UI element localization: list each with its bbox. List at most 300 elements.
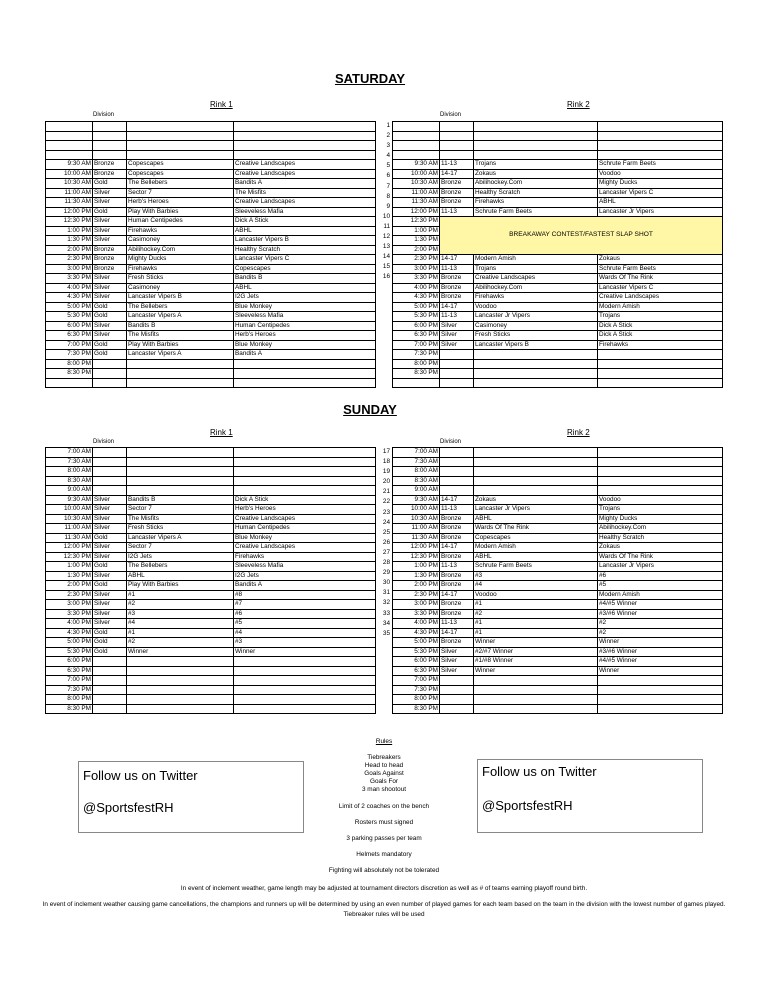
time-cell: 3:30 PM (393, 274, 440, 284)
game-number: 20 (382, 478, 390, 486)
home-team-cell: Trojans (474, 264, 598, 274)
game-number: 3 (386, 142, 390, 150)
away-team-cell: Zokaus (598, 543, 723, 553)
game-number: 13 (382, 243, 390, 251)
schedule-row (393, 179, 723, 189)
time-cell: 1:30 PM (393, 236, 440, 246)
game-number: 15 (382, 263, 390, 271)
home-team-cell: #2 (127, 600, 234, 610)
time-cell: 8:30 PM (393, 704, 440, 714)
division-cell: Silver (93, 514, 127, 524)
away-team-cell (598, 685, 723, 695)
time-cell (46, 131, 93, 141)
division-cell: 11-13 (440, 160, 474, 170)
schedule-row (46, 505, 376, 515)
schedule-row (46, 321, 376, 331)
home-team-cell: The Bellebers (127, 302, 234, 312)
schedule-row (393, 274, 723, 284)
time-cell: 5:30 PM (46, 312, 93, 322)
division-cell: Silver (440, 647, 474, 657)
away-team-cell (234, 369, 376, 379)
home-team-cell: #3 (127, 609, 234, 619)
tiebreaker-item: Goals For (369, 778, 399, 785)
away-team-cell (234, 378, 376, 388)
time-cell: 6:00 PM (393, 321, 440, 331)
time-cell (46, 150, 93, 160)
time-cell: 8:30 PM (46, 369, 93, 379)
away-team-cell: Bandits A (234, 581, 376, 591)
schedule-row (46, 524, 376, 534)
time-cell: 10:00 AM (46, 505, 93, 515)
division-cell (93, 666, 127, 676)
time-cell: 1:30 PM (46, 236, 93, 246)
away-team-cell: Sleeveless Mafia (234, 312, 376, 322)
time-cell: 2:00 PM (393, 245, 440, 255)
division-cell: Silver (93, 283, 127, 293)
rule-item: 3 parking passes per team (346, 835, 422, 842)
away-team-cell: I2G Jets (234, 571, 376, 581)
home-team-cell: Casimoney (127, 236, 234, 246)
schedule-row (46, 169, 376, 179)
away-team-cell: Blue Monkey (234, 533, 376, 543)
saturday-rink2-table (392, 121, 723, 388)
away-team-cell (598, 476, 723, 486)
time-cell: 2:30 PM (46, 255, 93, 265)
division-cell: Silver (93, 293, 127, 303)
schedule-row (393, 457, 723, 467)
home-team-cell (474, 359, 598, 369)
time-cell: 3:00 PM (46, 264, 93, 274)
time-cell: 7:30 PM (46, 685, 93, 695)
sunday-rink2-label: Rink 2 (567, 428, 590, 437)
away-team-cell: Lancaster Jr Vipers (598, 562, 723, 572)
home-team-cell: Lancaster Vipers A (127, 350, 234, 360)
home-team-cell: Copescapes (127, 160, 234, 170)
schedule-row (393, 141, 723, 151)
home-team-cell: Lancaster Jr Vipers (474, 505, 598, 515)
time-cell: 10:00 AM (393, 169, 440, 179)
time-cell: 2:00 PM (393, 581, 440, 591)
home-team-cell (127, 476, 234, 486)
home-team-cell: Zokaus (474, 169, 598, 179)
time-cell: 11:00 AM (393, 188, 440, 198)
division-cell: Bronze (93, 169, 127, 179)
home-team-cell: #4 (474, 581, 598, 591)
schedule-row (393, 600, 723, 610)
home-team-cell: Trojans (474, 160, 598, 170)
time-cell: 10:30 AM (393, 514, 440, 524)
division-cell (440, 359, 474, 369)
schedule-row (46, 131, 376, 141)
schedule-row (393, 486, 723, 496)
home-team-cell (474, 122, 598, 132)
home-team-cell: Healthy Scratch (474, 188, 598, 198)
time-cell: 5:00 PM (46, 638, 93, 648)
twitter-follow-text: Follow us on Twitter (482, 764, 597, 779)
time-cell: 8:30 PM (46, 704, 93, 714)
schedule-row (46, 312, 376, 322)
schedule-row (393, 302, 723, 312)
home-team-cell (127, 122, 234, 132)
home-team-cell: Lancaster Vipers A (127, 533, 234, 543)
away-team-cell: Blue Monkey (234, 302, 376, 312)
time-cell: 10:30 AM (393, 179, 440, 189)
division-cell: Silver (93, 543, 127, 553)
schedule-row (46, 331, 376, 341)
schedule-row (393, 590, 723, 600)
division-cell: Silver (93, 590, 127, 600)
schedule-row (393, 514, 723, 524)
schedule-row (393, 169, 723, 179)
schedule-row (393, 340, 723, 350)
division-cell (440, 369, 474, 379)
away-team-cell: Winner (598, 666, 723, 676)
home-team-cell: Modern Amish (474, 543, 598, 553)
tiebreaker-item: 3 man shootout (361, 786, 407, 793)
away-team-cell: ABHL (598, 198, 723, 208)
away-team-cell (234, 359, 376, 369)
away-team-cell (598, 704, 723, 714)
game-number: 22 (382, 498, 390, 506)
home-team-cell (127, 666, 234, 676)
game-number: 17 (382, 448, 390, 455)
division-cell: Bronze (440, 581, 474, 591)
away-team-cell (598, 448, 723, 458)
division-cell: Silver (93, 495, 127, 505)
home-team-cell: Sector 7 (127, 188, 234, 198)
time-cell: 10:30 AM (46, 514, 93, 524)
time-cell: 7:00 PM (46, 676, 93, 686)
home-team-cell: Schrute Farm Beets (474, 562, 598, 572)
away-team-cell: Dick A Stick (598, 331, 723, 341)
saturday-rink1-table (45, 121, 376, 388)
time-cell: 2:30 PM (393, 590, 440, 600)
division-cell: Bronze (440, 571, 474, 581)
schedule-row (46, 283, 376, 293)
schedule-row (46, 448, 376, 458)
away-team-cell (598, 350, 723, 360)
away-team-cell (598, 467, 723, 477)
away-team-cell: #3/#6 Winner (598, 647, 723, 657)
home-team-cell: ABHL (474, 552, 598, 562)
twitter-handle[interactable]: @SportsfestRH (482, 798, 573, 813)
home-team-cell: Play With Barbies (127, 581, 234, 591)
home-team-cell: Firehawks (127, 226, 234, 236)
home-team-cell: Copescapes (127, 169, 234, 179)
schedule-row (46, 676, 376, 686)
game-number: 12 (382, 233, 390, 241)
schedule-row (46, 198, 376, 208)
time-cell: 8:00 PM (46, 359, 93, 369)
division-cell (93, 378, 127, 388)
schedule-row (393, 188, 723, 198)
away-team-cell: Creative Landscapes (234, 160, 376, 170)
division-cell: Bronze (440, 524, 474, 534)
time-cell: 4:30 PM (46, 628, 93, 638)
time-cell (393, 131, 440, 141)
time-cell: 10:00 AM (46, 169, 93, 179)
division-cell (440, 704, 474, 714)
time-cell: 8:30 PM (393, 369, 440, 379)
division-cell: Bronze (440, 293, 474, 303)
home-team-cell: #1/#8 Winner (474, 657, 598, 667)
time-cell: 7:00 AM (393, 448, 440, 458)
division-cell: Bronze (440, 274, 474, 284)
away-team-cell: Dick A Stick (234, 495, 376, 505)
schedule-row (393, 552, 723, 562)
home-team-cell: Sector 7 (127, 543, 234, 553)
away-team-cell: #8 (234, 590, 376, 600)
away-team-cell: #5 (598, 581, 723, 591)
schedule-row (393, 657, 723, 667)
game-number: 8 (386, 192, 390, 200)
division-cell: Bronze (440, 198, 474, 208)
home-team-cell (474, 369, 598, 379)
game-number: 26 (382, 538, 390, 546)
game-number: 28 (382, 559, 390, 567)
away-team-cell: ABHL (234, 283, 376, 293)
schedule-row (393, 369, 723, 379)
division-cell: Gold (93, 647, 127, 657)
division-cell: Silver (440, 331, 474, 341)
home-team-cell (474, 131, 598, 141)
away-team-cell: Sleeveless Mafia (234, 207, 376, 217)
time-cell: 1:00 PM (393, 562, 440, 572)
away-team-cell: Creative Landscapes (234, 514, 376, 524)
division-cell: Bronze (93, 264, 127, 274)
time-cell: 6:30 PM (393, 666, 440, 676)
sunday-rink1-division-label: Division (93, 439, 115, 445)
schedule-row (46, 552, 376, 562)
away-team-cell: I2G Jets (234, 293, 376, 303)
away-team-cell: Human Centipedes (234, 524, 376, 534)
schedule-row (46, 609, 376, 619)
schedule-row (393, 378, 723, 388)
division-cell (93, 486, 127, 496)
home-team-cell: #1 (474, 600, 598, 610)
division-cell: Silver (93, 188, 127, 198)
time-cell: 7:00 PM (393, 676, 440, 686)
sunday-rink2-division-label: Division (440, 439, 462, 445)
time-cell: 3:30 PM (393, 609, 440, 619)
rules-section (284, 738, 484, 875)
home-team-cell: Fresh Sticks (127, 274, 234, 284)
twitter-handle[interactable]: @SportsfestRH (83, 800, 174, 815)
division-cell: Silver (93, 524, 127, 534)
schedule-row (46, 619, 376, 629)
home-team-cell: Firehawks (127, 264, 234, 274)
sunday-rink2-table (392, 447, 723, 714)
schedule-row (393, 571, 723, 581)
home-team-cell: Herb's Heroes (127, 198, 234, 208)
away-team-cell (234, 685, 376, 695)
home-team-cell: The Bellebers (127, 179, 234, 189)
home-team-cell: Firehawks (474, 198, 598, 208)
time-cell: 9:30 AM (393, 495, 440, 505)
time-cell (46, 122, 93, 132)
division-cell: Silver (93, 226, 127, 236)
schedule-row (393, 264, 723, 274)
rules-title: Rules (375, 738, 393, 745)
time-cell: 12:00 PM (393, 543, 440, 553)
time-cell: 7:00 PM (46, 340, 93, 350)
division-cell: 14-17 (440, 255, 474, 265)
away-team-cell: #4 (234, 628, 376, 638)
twitter-box-left (78, 761, 304, 833)
away-team-cell: Abilihockey.Com (598, 524, 723, 534)
division-cell (93, 457, 127, 467)
division-cell: Bronze (440, 283, 474, 293)
schedule-row (393, 524, 723, 534)
home-team-cell: I2G Jets (127, 552, 234, 562)
game-number: 30 (382, 579, 390, 587)
schedule-row (393, 562, 723, 572)
away-team-cell: Creative Landscapes (234, 169, 376, 179)
away-team-cell: Creative Landscapes (234, 198, 376, 208)
away-team-cell: Schrute Farm Beets (598, 264, 723, 274)
time-cell: 12:30 PM (393, 217, 440, 227)
away-team-cell (598, 676, 723, 686)
division-cell (93, 476, 127, 486)
away-team-cell (234, 122, 376, 132)
time-cell: 5:00 PM (46, 302, 93, 312)
division-cell (440, 457, 474, 467)
away-team-cell (598, 131, 723, 141)
away-team-cell: Winner (234, 647, 376, 657)
contest-banner: BREAKAWAY CONTEST/FASTEST SLAP SHOT (440, 217, 723, 255)
division-cell: Bronze (440, 188, 474, 198)
away-team-cell: #2 (598, 619, 723, 629)
home-team-cell (474, 695, 598, 705)
weather-note-2: In event of inclement weather causing game cancellations, the champions and runners up will be determined by using an even number of played games for each team based on the team in the division with the lowest number of games played. Tiebreaker rules will be used (42, 901, 726, 918)
away-team-cell (234, 448, 376, 458)
away-team-cell (598, 695, 723, 705)
division-cell: Bronze (440, 533, 474, 543)
away-team-cell (234, 666, 376, 676)
game-number: 31 (382, 589, 390, 597)
schedule-row (393, 666, 723, 676)
game-number: 11 (383, 222, 390, 230)
division-cell (93, 131, 127, 141)
home-team-cell: #2 (127, 638, 234, 648)
time-cell: 9:30 AM (46, 160, 93, 170)
schedule-row (46, 293, 376, 303)
schedule-row (393, 198, 723, 208)
home-team-cell: Wards Of The Rink (474, 524, 598, 534)
away-team-cell: Dick A Stick (598, 321, 723, 331)
away-team-cell: Bandits B (234, 274, 376, 284)
game-number: 16 (382, 273, 390, 281)
away-team-cell: #2 (598, 628, 723, 638)
away-team-cell: Creative Landscapes (234, 543, 376, 553)
time-cell: 8:00 PM (393, 359, 440, 369)
home-team-cell (127, 695, 234, 705)
time-cell: 7:00 PM (393, 340, 440, 350)
time-cell: 8:00 PM (46, 695, 93, 705)
away-team-cell: Sleeveless Mafia (234, 562, 376, 572)
division-cell: Gold (93, 207, 127, 217)
division-cell: Gold (93, 312, 127, 322)
saturday-rink1-label: Rink 1 (210, 100, 233, 109)
division-cell (93, 704, 127, 714)
away-team-cell: Lancaster Vipers B (234, 236, 376, 246)
saturday-rink1-division-label: Division (93, 112, 115, 118)
schedule-row (46, 150, 376, 160)
away-team-cell: #4/#5 Winner (598, 657, 723, 667)
time-cell (393, 122, 440, 132)
time-cell: 4:00 PM (393, 619, 440, 629)
away-team-cell: Modern Amish (598, 302, 723, 312)
time-cell: 10:00 AM (393, 505, 440, 515)
home-team-cell: Casimoney (474, 321, 598, 331)
time-cell: 5:00 PM (393, 638, 440, 648)
time-cell: 5:00 PM (393, 302, 440, 312)
game-number: 7 (386, 182, 390, 190)
home-team-cell: Bandits B (127, 495, 234, 505)
away-team-cell (234, 141, 376, 151)
time-cell: 6:00 PM (46, 321, 93, 331)
division-cell (93, 685, 127, 695)
time-cell: 12:30 PM (46, 217, 93, 227)
away-team-cell (234, 657, 376, 667)
home-team-cell: Firehawks (474, 293, 598, 303)
away-team-cell: #5 (234, 619, 376, 629)
time-cell: 2:00 PM (46, 245, 93, 255)
schedule-row (46, 685, 376, 695)
time-cell: 9:30 AM (393, 160, 440, 170)
home-team-cell: #1 (127, 590, 234, 600)
home-team-cell: Lancaster Vipers B (127, 293, 234, 303)
time-cell: 4:30 PM (46, 293, 93, 303)
game-number: 32 (382, 599, 390, 607)
home-team-cell: Lancaster Vipers B (474, 340, 598, 350)
home-team-cell: The Bellebers (127, 562, 234, 572)
division-cell (93, 150, 127, 160)
home-team-cell: Lancaster Vipers A (127, 312, 234, 322)
home-team-cell: #1 (474, 628, 598, 638)
away-team-cell: #6 (598, 571, 723, 581)
home-team-cell: #2/#7 Winner (474, 647, 598, 657)
home-team-cell (474, 150, 598, 160)
schedule-row (393, 647, 723, 657)
schedule-row (393, 122, 723, 132)
home-team-cell: Voodoo (474, 590, 598, 600)
away-team-cell: Herb's Heroes (234, 331, 376, 341)
tiebreaker-item: Goals Against (364, 770, 404, 777)
schedule-row (46, 226, 376, 236)
time-cell: 3:00 PM (393, 600, 440, 610)
home-team-cell (127, 131, 234, 141)
schedule-row (393, 255, 723, 265)
home-team-cell (474, 486, 598, 496)
schedule-row (46, 581, 376, 591)
schedule-row (393, 619, 723, 629)
division-cell (93, 122, 127, 132)
game-number: 2 (386, 132, 390, 140)
away-team-cell: Lancaster Vipers C (234, 255, 376, 265)
game-number: 34 (382, 619, 390, 627)
away-team-cell: Healthy Scratch (598, 533, 723, 543)
division-cell: 11-13 (440, 312, 474, 322)
division-cell: Silver (93, 198, 127, 208)
schedule-row (46, 369, 376, 379)
schedule-row (46, 141, 376, 151)
home-team-cell: Fresh Sticks (474, 331, 598, 341)
away-team-cell (234, 457, 376, 467)
away-team-cell (598, 359, 723, 369)
schedule-row (46, 179, 376, 189)
division-cell (440, 685, 474, 695)
